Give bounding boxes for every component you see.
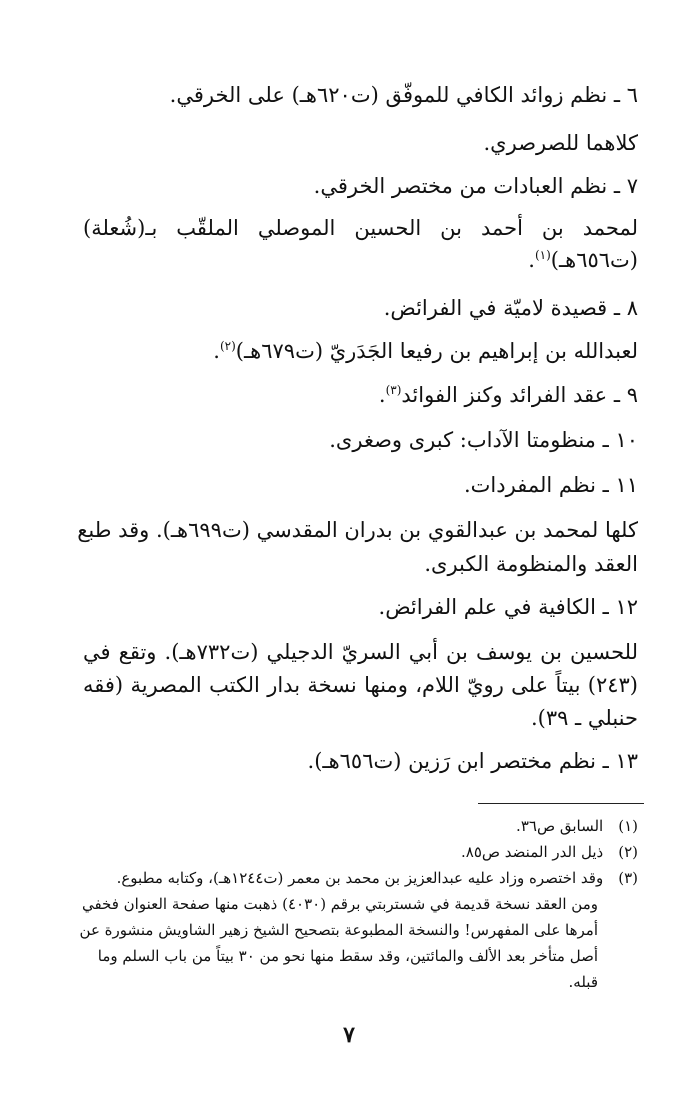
body-line: ٦ ـ نظم زوائد الكافي للموفّق (ت٦٢٠هـ) على الخرقي. (169, 83, 638, 107)
footnote-text: السابق ص٣٦. (516, 817, 604, 835)
footnote (461, 840, 638, 864)
footnote-ref: (٢) (219, 339, 236, 353)
footnote-text: وقد اختصره وزاد عليه عبدالعزيز بن محمد بن معمر (ت١٢٤٤هـ)، وكتابه مطبوع. (116, 869, 604, 887)
body-line: ١١ ـ نظم المفردات. (463, 473, 638, 497)
body-line: ٨ ـ قصيدة لاميّة في الفرائض. (383, 296, 638, 320)
footnote-continuation: قبله. (568, 973, 598, 991)
body-line: ١٠ ـ منظومتا الآداب: كبرى وصغرى. (329, 428, 638, 452)
footnote-ref: (١) (534, 248, 551, 262)
footnote-number: (٣) (618, 869, 638, 887)
body-line: (٢٤٣) بيتاً على رويّ اللام، ومنها نسخة بدار الكتب المصرية (فقه (83, 673, 638, 697)
body-line (528, 245, 638, 275)
line-end: . (213, 339, 220, 363)
footnote-continuation: أصل متأخر بعد الألف والمائتين، وقد سقط منها نحو من ٣٠ بيتاً من باب السلم وما (97, 947, 598, 965)
footnote (516, 814, 638, 838)
footnote-number: (٢) (618, 843, 638, 861)
footnote-continuation: أمرها على المفهرس! والنسخة المطبوعة بتصحيح الشيخ زهير الشاويش منشورة عن (79, 921, 598, 939)
body-line: العقد والمنظومة الكبرى. (424, 552, 638, 576)
line-text: (ت٦٥٦هـ) (550, 248, 638, 272)
line-text: ٩ ـ عقد الفرائد وكنز الفوائد (401, 383, 638, 407)
line-text: لعبدالله بن إبراهيم بن رفيعا الجَدَريّ (ت٦٧٩هـ) (235, 339, 638, 363)
body-line (379, 380, 638, 410)
footnote-continuation: ومن العقد نسخة قديمة في شستربتي برقم (٤٠٣٠) ذهبت منها صفحة العنوان فخفي (81, 895, 598, 913)
footnote-text: ذيل الدر المنضد ص٨٥. (460, 843, 604, 861)
footnote-separator (478, 803, 644, 804)
page-number: ٧ (343, 1022, 355, 1048)
body-line: ٧ ـ نظم العبادات من مختصر الخرقي. (313, 174, 638, 198)
body-line (213, 336, 638, 366)
line-end: . (528, 248, 535, 272)
body-line: كلها لمحمد بن عبدالقوي بن بدران المقدسي (ت٦٩٩هـ). وقد طبع (77, 518, 638, 542)
body-line: لمحمد بن أحمد بن الحسين الموصلي الملقّب بـ(شُعلة) (83, 216, 638, 240)
body-line: للحسين بن يوسف بن أبي السريّ الدجيلي (ت٧٣٢هـ). وتقع في (83, 640, 638, 664)
footnote-ref: (٣) (385, 383, 402, 397)
body-line: حنبلي ـ ٣٩). (530, 706, 638, 730)
body-line: ١٢ ـ الكافية في علم الفرائض. (378, 595, 638, 619)
footnote (117, 866, 638, 890)
body-line: كلاهما للصرصري. (483, 131, 638, 155)
body-line: ١٣ ـ نظم مختصر ابن رَزين (ت٦٥٦هـ). (307, 749, 638, 773)
line-end: . (378, 383, 386, 407)
footnote-number: (١) (618, 817, 638, 835)
